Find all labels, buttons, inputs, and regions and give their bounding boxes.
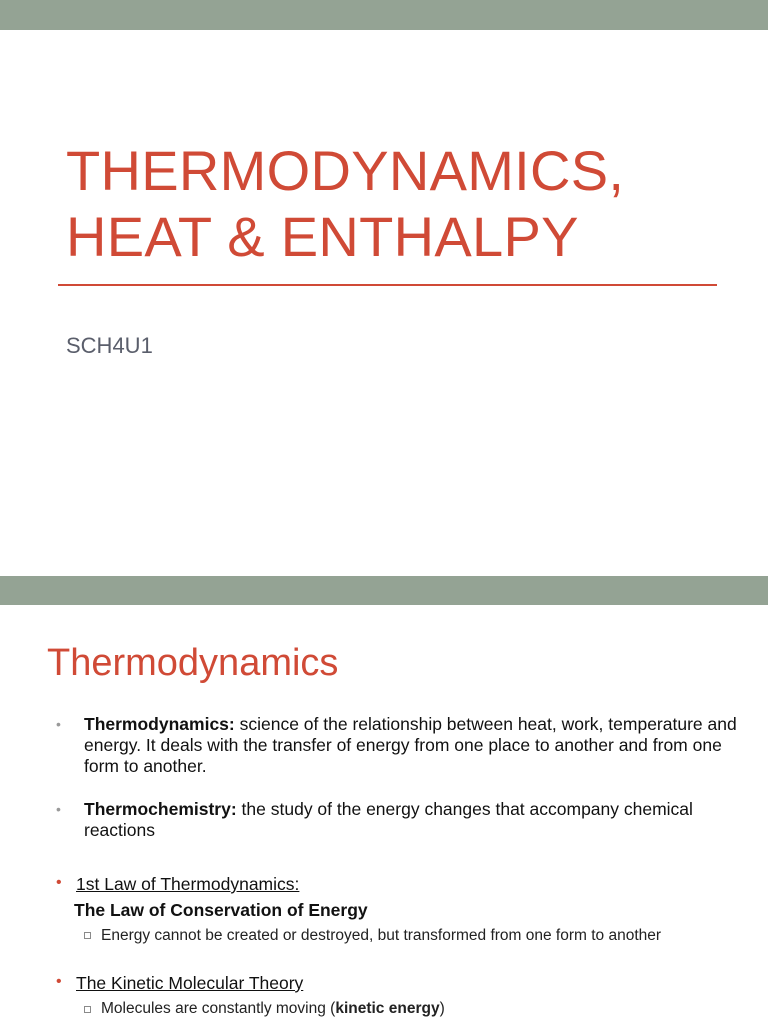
definition-text: science of the relationship between heat, work, temperature and energy. It deals with the transfer of energy from one place to another and from one form to another. (84, 714, 737, 776)
kmt-heading: The Kinetic Molecular Theory (76, 973, 304, 993)
sub-bullet-icon (84, 1006, 91, 1013)
kmt-prefix: Molecules are constantly moving ( (101, 1000, 336, 1017)
kmt-statement (101, 999, 751, 1018)
slide-title (66, 138, 746, 270)
kmt-suffix: ) (439, 1000, 445, 1017)
term-label: Thermochemistry: (84, 799, 237, 819)
law-name: The Law of Conservation of Energy (74, 900, 368, 920)
top-band (0, 0, 768, 30)
kmt-bold: kinetic energy (335, 1000, 440, 1017)
definition-thermochemistry (84, 799, 754, 841)
title-divider (58, 284, 717, 286)
definition-thermodynamics (84, 714, 754, 777)
title-line-1: THERMODYNAMICS, (66, 139, 625, 202)
bullet-icon: • (56, 716, 61, 732)
section-title: Thermodynamics (47, 642, 339, 684)
slide-subtitle: SCH4U1 (66, 333, 153, 358)
bullet-icon: • (56, 874, 62, 891)
definition-text: the study of the energy changes that accompany chemical reactions (84, 799, 693, 840)
term-label: Thermodynamics: (84, 714, 235, 734)
sub-bullet-icon (84, 932, 91, 939)
bullet-icon: • (56, 801, 61, 817)
law-statement: Energy cannot be created or destroyed, but transformed from one form to another (101, 927, 662, 944)
title-line-2: HEAT & ENTHALPY (66, 205, 579, 268)
slide-separator-band (0, 576, 768, 605)
bullet-icon: • (56, 973, 62, 990)
law-heading: 1st Law of Thermodynamics: (76, 874, 300, 894)
